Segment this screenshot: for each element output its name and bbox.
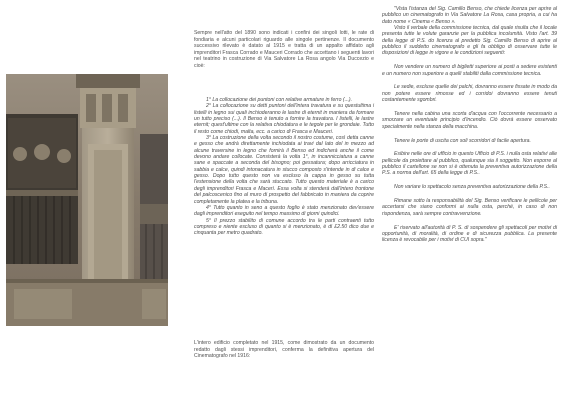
contract-item-4: 4° Tutto quanto in seno a questo foglio è stato menzionato dev'essere dagli imprenditori eseguito nel tempo massimo di giorni quindici.	[194, 204, 374, 218]
contract-item-3: 3° La costruzione della volta secondo il nostro costume, così detta canne e gesso che andrà direttamente inchiodata ai travi dal lato del in mezzo ad alcune traversine in legno che fornirà il Benso ed indicherà anche il come devono andare collocate. Consisterà la volta 1°, in incannicciatura a canne sane e spaccate a seconda del bisogno; poi gessatura; dopo arricciatura in sabbia e calce, quindi intonacatura in stucco composto s'intende in di calce e gesso. Dopo tutto questo non va escluso la cappa in gesso su tutta l'estensione della volta che sarà stuccato. Tutto questo materiale è a carico degli imprenditori Frasca e Macerì. Essa volta si stenderà dall'intero frontone del palcoscenico fino al muro di prospetto del fabbricato in maniera da coprire completamente la platea e la tribuna.	[194, 135, 374, 205]
contract-item-5: 5° Il prezzo stabilito di comune accordo tra le parti contraenti tutto compreso e niente escluso di quanto si è menzionato, è di £2.50 dico due e cinquanta per metro quadrato.	[194, 217, 374, 237]
contract-item-2: 2° La collocazione su detti puntoni dell'intera travatura e su questultima i listelli in legno sui quali inchioderanno le lastre di eternit in maniera da formare un tutto preciso (...). Il Benso è tenuto a fornire la travatura. I listelli, le lastre eternit; quest'ultime con la relativa chiodatura e le tegole per le grondaie. Tutto il resto come chiodi, malta, ecc. a carico di Frasca e Mauceri.	[194, 103, 374, 135]
theater-facade-photo	[6, 74, 168, 326]
license-para-1: "Vista l'istanza del Sig. Camillo Benso, che chiede licenza per aprire al pubblico un cinematografo in Via Salvatore La Rosa, casa propria, a cui ha dato nome « Cinema « Benso ».	[382, 6, 557, 25]
license-para-4: Le sedie, escluse quelle dei palchi, dovranno essere fissate in modo da non potere essere rimosse ed i corridoi dovranno essere tenuti costantemente sgombri.	[382, 84, 557, 104]
intro-paragraph: Sempre nell'atto del 1890 sono indicati i confini dei singoli lotti, le rate di fondiaria e alcuni particolari riguardo alle singole pertinenze. Il documento successivo rilevato è datato al 1915 e tratta di un appalto affidato agli imprenditori Frasca Corrado e Mauceri Corrado che accettano i seguenti lavori nel teatrino in costruzione di Via Salvatore La Rosa angolo Via Duccezio e cioè:	[194, 30, 374, 69]
license-para-9: Rimane sotto la responsabilità del Sig. Benso verificare le pellicole per accertarsi che siano conformi ai nulla osta, perché, in caso di non rispondenza, sarà sempre contravvenzione.	[382, 198, 557, 217]
license-text	[382, 6, 557, 244]
license-para-3: Non vendere un numero di biglietti superiore ai posti a sedere esistenti e un numero non superiore a quelli stabiliti dalla commissione tecnica.	[382, 64, 557, 77]
contract-item-1: 1° La collocazione dei puntoni con relative armature in ferro (...).	[206, 97, 353, 103]
license-para-5: Tenere nella cabina una scorta d'acqua con l'occorrente necessario a smorzare un eventuale principio d'incendio. Ciò dovrà essere osservato specialmente nella stanza della macchina.	[382, 110, 557, 130]
license-para-6: Tenere le porte di uscita con soli scorridori di facile apertura.	[394, 137, 531, 144]
contract-items	[194, 97, 374, 237]
license-para-8: Non variare lo spettacolo senza preventiva autorizzazione della P.S..	[394, 184, 550, 191]
license-para-10: E' riservato all'autorità di P. S. di sospendere gli spettacoli per motivi di opportunità, di moralità, di ordine e di sicurezza pubblica. La presente licenza è revocabile per i motivi di CUI sopra."	[382, 224, 557, 244]
license-para-2: Visto il verbale della commissione tecnica, dal quale risulta che il locale presenta tutte le volute garanzie per la pubblica incolumità. Visto l'art. 39 della legge di P.S. do licenza al predetto Sig. Camillo Benso di aprire al pubblico il suddetto cinematografo e gli fa obbligo di osservare tutte le disposizioni di legge in vigore e le condizioni seguenti:	[382, 25, 557, 57]
license-para-7: Esibire nelle ore di ufficio in questo Ufficio di P.S. i nulla osta relativi alle pellicole da proiettare al pubblico, qualunque sia il soggetto. Non esporre al pubblico il cartellone se non si è ottenuta la preventiva autorizzazione della P.S. a norma dell'art. 65 della legge di P.S..	[382, 151, 557, 177]
conclusion-paragraph: L'intero edificio completato nel 1915, come dimostrato da un documento redatto dagli stessi imprenditori, conferma la definitiva apertura del Cinematografo nel 1916:	[194, 340, 374, 359]
